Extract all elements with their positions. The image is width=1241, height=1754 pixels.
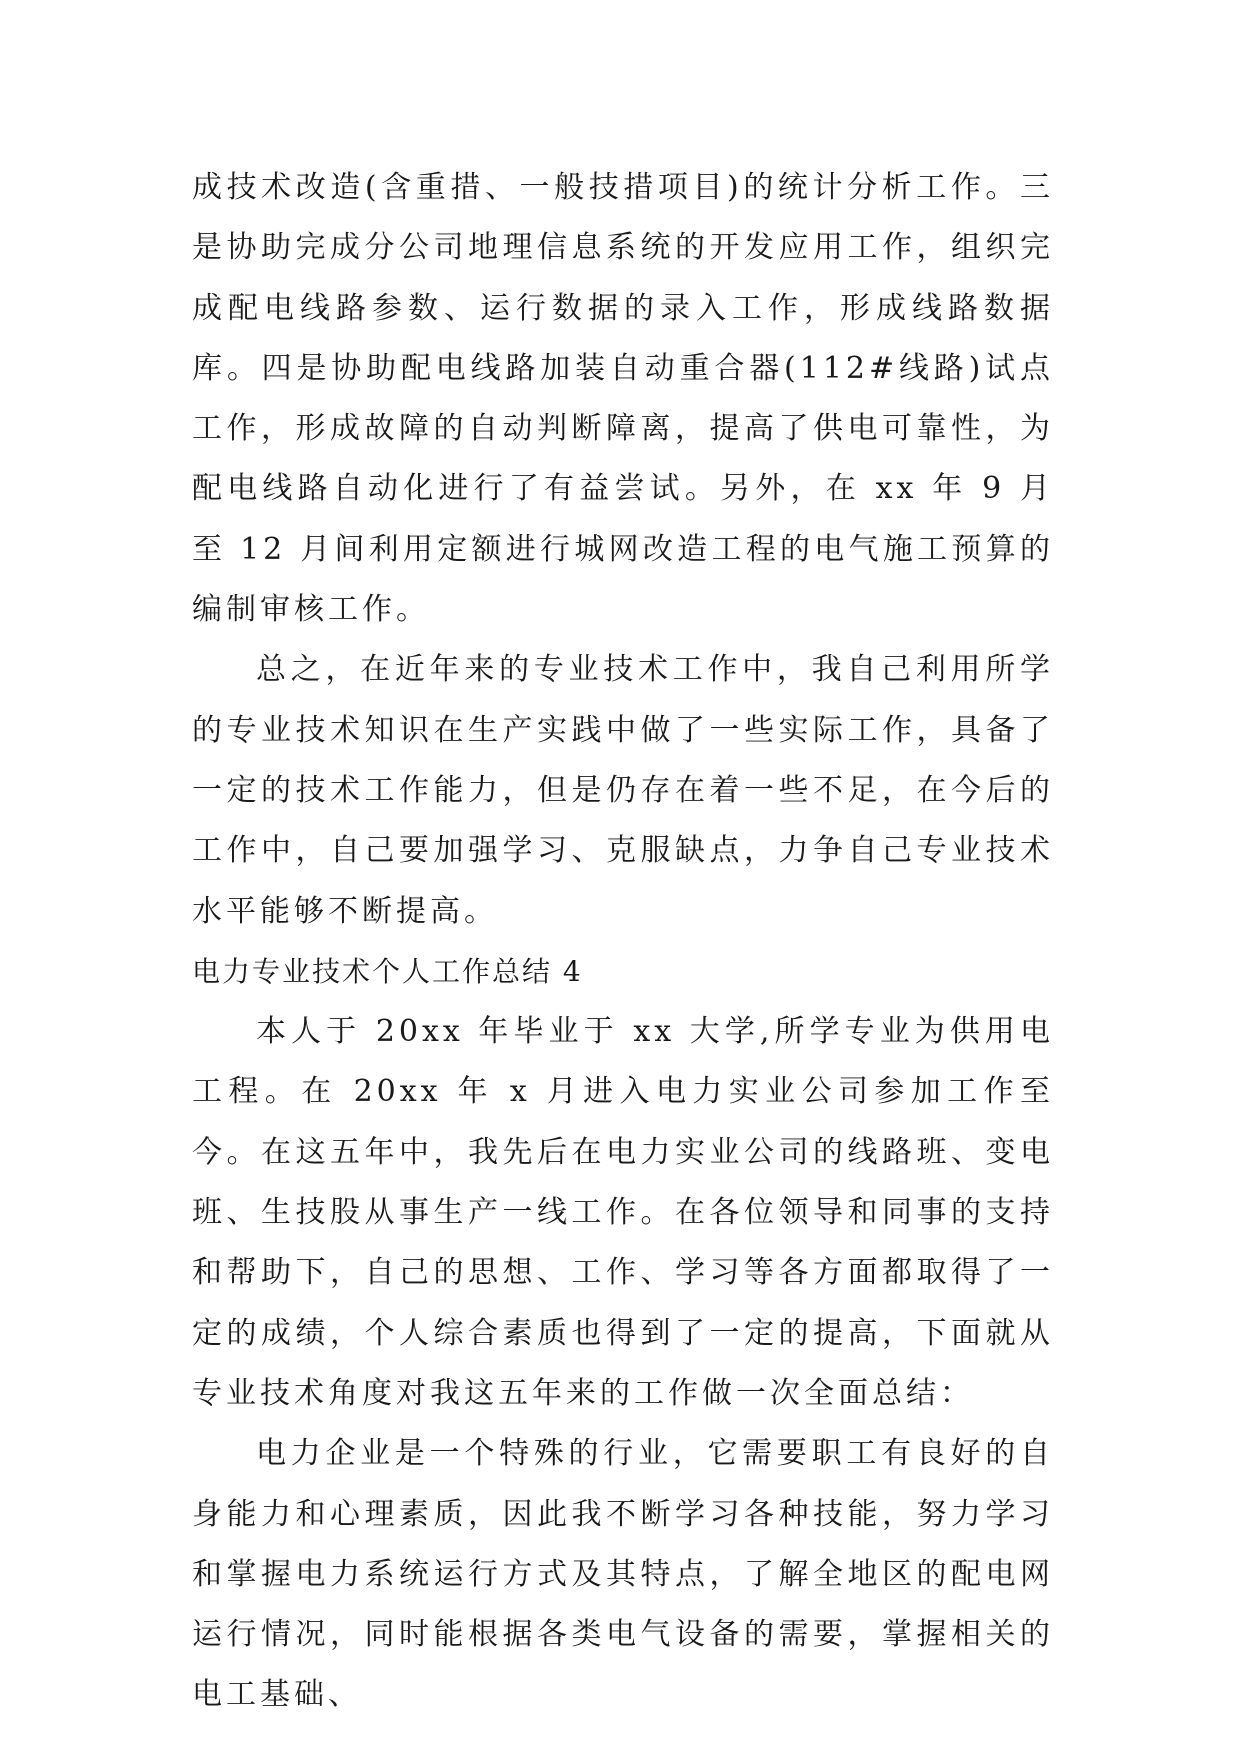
document-body (192, 158, 1054, 1726)
section-heading: 电力专业技术个人工作总结 4 (192, 954, 583, 988)
paragraph-conclusion: 总之，在近年来的专业技术工作中，我自己利用所学的专业技术知识在生产实践中做了一些实际工作，具备了一定的技术工作能力，但是仍存在着一些不足，在今后的工作中，自己要加强学习、克服缺点，力争自己专业技术水平能够不断提高。 (192, 652, 1054, 929)
paragraph-introduction: 本人于 20xx 年毕业于 xx 大学,所学专业为供用电工程。在 20xx 年 x 月进入电力实业公司参加工作至今。在这五年中，我先后在电力实业公司的线路班、变电班、生技股从事生产一线工作。在各位领导和同事的支持和帮助下，自己的思想、工作、学习等各方面都取得了一定的成绩，个人综合素质也得到了一定的提高，下面就从专业技术角度对我这五年来的工作做一次全面总结： (192, 1014, 1054, 1411)
paragraph-technical-work-summary: 成技术改造(含重措、一般技措项目)的统计分析工作。三是协助完成分公司地理信息系统的开发应用工作，组织完成配电线路参数、运行数据的录入工作，形成线路数据库。四是协助配电线路加装自动重合器(112#线路)试点工作，形成故障的自动判断障离，提高了供电可靠性，为配电线路自动化进行了有益尝试。另外，在 xx 年 9 月至 12 月间利用定额进行城网改造工程的电气施工预算的编制审核工作。 (192, 170, 1054, 628)
paragraph-power-industry: 电力企业是一个特殊的行业，它需要职工有良好的自身能力和心理素质，因此我不断学习各种技能，努力学习和掌握电力系统运行方式及其特点，了解全地区的配电网运行情况，同时能根据各类电气设备的需要，掌握相关的电工基础、 (192, 1436, 1054, 1713)
